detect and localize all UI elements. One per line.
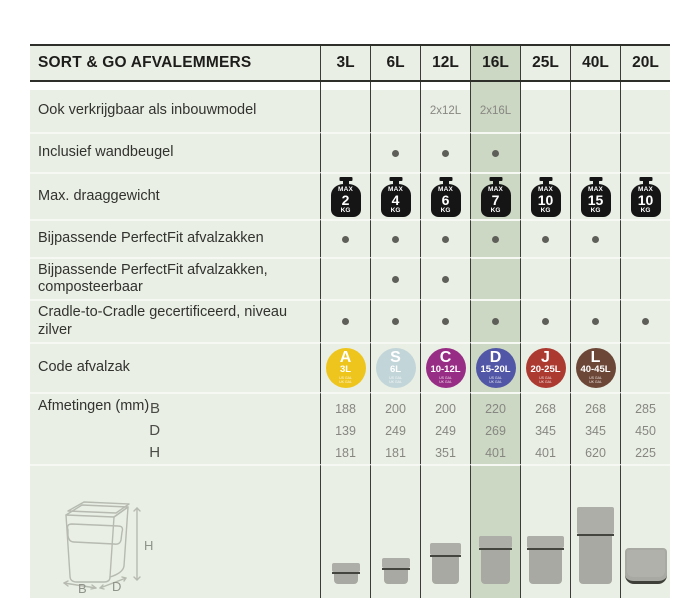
column-header-40l: 40L	[570, 46, 620, 80]
feature-dot	[342, 318, 349, 325]
max-weight-icon: MAX 10 KG	[531, 184, 561, 217]
dimensions-3l: 188 139 181	[335, 402, 356, 460]
feature-dot	[392, 318, 399, 325]
feature-dot	[642, 318, 649, 325]
bag-code-badge-s: S 6L US GAL UK GAL	[376, 348, 416, 388]
svg-text:H: H	[144, 538, 154, 553]
inbouw-value: 2x12L	[429, 105, 462, 117]
feature-dot	[442, 318, 449, 325]
table-row-inbouwmodel	[30, 90, 670, 132]
table-row-draaggewicht	[30, 172, 670, 219]
max-weight-icon: MAX 4 KG	[381, 184, 411, 217]
feature-dot	[342, 236, 349, 243]
bin-dimension-diagram	[38, 466, 168, 594]
row-label: Inclusief wandbeugel	[30, 132, 320, 172]
dimensions-20l: 285 450 225	[635, 402, 656, 460]
feature-dot	[492, 236, 499, 243]
feature-dot	[592, 236, 599, 243]
table-row-perfectfit	[30, 219, 670, 257]
feature-dot	[392, 150, 399, 157]
bin-pictogram-40l	[579, 507, 612, 584]
dimensions-16l: 220 269 401	[485, 402, 506, 460]
bin-pictogram-20l	[625, 548, 667, 584]
dimension-letters: B D H	[149, 400, 161, 461]
table-header-row	[30, 44, 670, 82]
row-label: Code afvalzak	[30, 342, 320, 392]
row-label: Ook verkrijgbaar als inbouwmodel	[30, 90, 320, 132]
bin-pictogram-3l	[334, 563, 358, 584]
feature-dot	[492, 150, 499, 157]
column-header-6l: 6L	[370, 46, 420, 80]
feature-dot	[492, 318, 499, 325]
table-title: SORT & GO AFVALEMMERS	[30, 46, 320, 80]
svg-text:D: D	[112, 579, 122, 594]
bag-code-badge-j: J 20-25L US GAL UK GAL	[526, 348, 566, 388]
bag-code-badge-c: C 10-12L US GAL UK GAL	[426, 348, 466, 388]
bag-code-badge-d: D 15-20L US GAL UK GAL	[476, 348, 516, 388]
feature-dot	[442, 276, 449, 283]
bin-pictogram-25l	[529, 536, 562, 584]
header-gap	[30, 82, 670, 90]
feature-dot	[442, 150, 449, 157]
dimensions-40l: 268 345 620	[585, 402, 606, 460]
bag-code-badge-a: A 3L US GAL UK GAL	[326, 348, 366, 388]
bin-pictogram-12l	[432, 543, 459, 584]
feature-dot	[442, 236, 449, 243]
table-row-perfectfit-composteerbaar	[30, 257, 670, 299]
svg-text:B: B	[78, 581, 87, 594]
max-weight-icon: MAX 7 KG	[481, 184, 511, 217]
feature-dot	[542, 236, 549, 243]
column-header-20l: 20L	[620, 46, 670, 80]
bin-pictogram-16l	[481, 536, 510, 584]
max-weight-icon: MAX 2 KG	[331, 184, 361, 217]
dimensions-6l: 200 249 181	[385, 402, 406, 460]
dimensions-25l: 268 345 401	[535, 402, 556, 460]
inbouw-value: 2x16L	[479, 105, 512, 117]
column-header-25l: 25L	[520, 46, 570, 80]
column-header-16l: 16L	[470, 46, 520, 80]
table-row-cradle-to-cradle	[30, 299, 670, 342]
table-row-code-afvalzak	[30, 342, 670, 392]
bin-pictogram-6l	[384, 558, 408, 584]
table-row-pictograms	[30, 464, 670, 594]
row-label: Bijpassende PerfectFit afvalzakken, composteerbaar	[30, 257, 320, 299]
feature-dot	[392, 236, 399, 243]
dimensions-12l: 200 249 351	[435, 402, 456, 460]
column-header-3l: 3L	[320, 46, 370, 80]
row-label: Cradle-to-Cradle gecertificeerd, niveau zilver	[30, 299, 320, 342]
row-label: Bijpassende PerfectFit afvalzakken	[30, 219, 320, 257]
feature-dot	[542, 318, 549, 325]
feature-dot	[392, 276, 399, 283]
feature-dot	[592, 318, 599, 325]
product-comparison-table	[30, 44, 670, 594]
column-header-12l: 12L	[420, 46, 470, 80]
max-weight-icon: MAX 6 KG	[431, 184, 461, 217]
table-row-wandbeugel	[30, 132, 670, 172]
max-weight-icon: MAX 10 KG	[631, 184, 661, 217]
table-row-afmetingen	[30, 392, 670, 464]
row-label: Afmetingen (mm)	[38, 398, 150, 414]
bag-code-badge-l: L 40-45L US GAL UK GAL	[576, 348, 616, 388]
row-label: Max. draaggewicht	[30, 172, 320, 219]
max-weight-icon: MAX 15 KG	[581, 184, 611, 217]
